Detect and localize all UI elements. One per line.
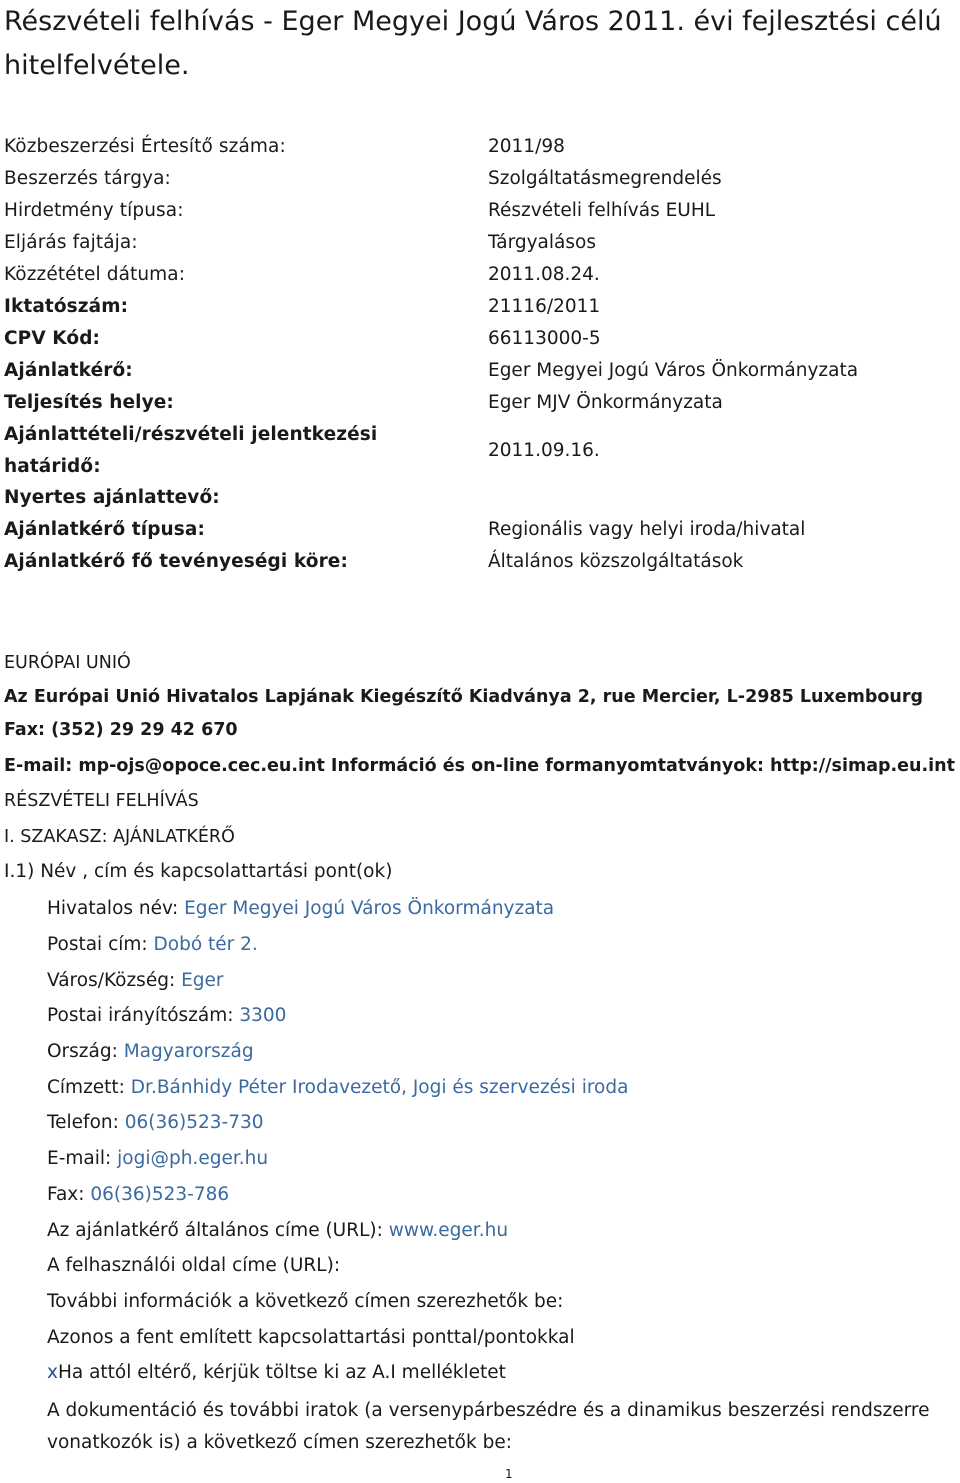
meta-row <box>4 515 954 545</box>
contact-label: Ország: <box>47 1041 124 1062</box>
meta-value: Eger MJV Önkormányzata <box>488 392 723 413</box>
contact-line <box>47 1180 952 1210</box>
meta-label: Közbeszerzési Értesítő száma: <box>4 136 286 157</box>
subsection-title: I.1) Név , cím és kapcsolattartási pont(ok) <box>4 861 393 882</box>
contact-label: Város/Község: <box>47 970 182 991</box>
meta-value: 66113000-5 <box>488 328 601 349</box>
url-link[interactable]: www.eger.hu <box>388 1220 509 1241</box>
meta-value: Szolgáltatásmegrendelés <box>488 168 722 189</box>
email-link[interactable]: jogi@ph.eger.hu <box>117 1148 269 1169</box>
contact-line <box>47 1251 952 1281</box>
page-number: 1 <box>505 1467 513 1481</box>
documentation-line: A dokumentáció és további iratok (a versenypárbeszédre és a dinamikus beszerzési rendszerre vonatkozók is) a következő címen szerezhetők be: <box>47 1400 930 1453</box>
meta-label: Ajánlatkérő fő tevényeségi köre: <box>4 551 348 572</box>
contact-value: 3300 <box>239 1005 287 1026</box>
meta-value: Részvételi felhívás EUHL <box>488 200 716 221</box>
contact-label: Fax: <box>47 1184 91 1205</box>
contact-line <box>47 1073 952 1103</box>
meta-label: CPV Kód: <box>4 328 101 349</box>
meta-row <box>4 483 954 513</box>
contact-value: Eger Megyei Jogú Város Önkormányzata <box>184 898 555 919</box>
contact-label: Hivatalos név: <box>47 898 185 919</box>
meta-label: Nyertes ajánlattevő: <box>4 487 220 508</box>
meta-row <box>4 132 954 162</box>
meta-row <box>4 356 954 386</box>
meta-row <box>4 292 954 322</box>
contact-value: Dobó tér 2. <box>153 934 258 955</box>
meta-value: Általános közszolgáltatások <box>488 551 744 572</box>
eu-email-line: E-mail: mp-ojs@opoce.cec.eu.int Információ és on-line formanyomtatványok: http://simap.eu.int <box>4 756 955 776</box>
meta-value: 2011.08.24. <box>488 264 600 285</box>
meta-label: Teljesítés helye: <box>4 392 174 413</box>
contact-label: Telefon: <box>47 1112 125 1133</box>
meta-label: Iktatószám: <box>4 296 129 317</box>
contact-value: Magyarország <box>123 1041 254 1062</box>
meta-label: Közzététel dátuma: <box>4 264 186 285</box>
meta-value: 2011/98 <box>488 136 565 157</box>
document-title: Részvételi felhívás - Eger Megyei Jogú Város 2011. évi fejlesztési célú hitelfelvétele. <box>4 6 942 81</box>
notice-title: RÉSZVÉTELI FELHÍVÁS <box>4 791 199 811</box>
contact-value: Eger <box>181 970 224 991</box>
contact-value: 06(36)523-730 <box>124 1112 264 1133</box>
meta-row <box>4 324 954 354</box>
meta-label: Ajánlattételi/részvételi jelentkezési <box>4 424 378 445</box>
contact-label: Postai irányítószám: <box>47 1005 240 1026</box>
meta-row <box>4 420 954 482</box>
eu-heading: EURÓPAI UNIÓ <box>4 653 131 673</box>
meta-row <box>4 260 954 290</box>
contact-label: E-mail: <box>47 1148 118 1169</box>
contact-line <box>47 966 952 996</box>
meta-row <box>4 547 954 577</box>
contact-label: Címzett: <box>47 1077 131 1098</box>
contact-line <box>47 1108 952 1138</box>
contact-line <box>47 894 952 924</box>
meta-value: 21116/2011 <box>488 296 601 317</box>
contact-line <box>47 1144 952 1174</box>
meta-label: Beszerzés tárgya: <box>4 168 171 189</box>
contact-label: Az ajánlatkérő általános címe (URL): <box>47 1220 389 1241</box>
further-info-line: További információk a következő címen szerezhetők be: <box>47 1291 564 1312</box>
meta-label: Eljárás fajtája: <box>4 232 138 253</box>
meta-value: Regionális vagy helyi iroda/hivatal <box>488 519 806 540</box>
contact-value: 06(36)523-786 <box>90 1184 230 1205</box>
meta-label: Ajánlatkérő: <box>4 360 133 381</box>
eu-address: Az Európai Unió Hivatalos Lapjának Kiegészítő Kiadványa 2, rue Mercier, L-2985 Luxembourg Fax: (352) 29 29 42 670 <box>4 687 924 740</box>
checkbox-mark: x <box>47 1362 58 1383</box>
meta-value: Eger Megyei Jogú Város Önkormányzata <box>488 360 859 381</box>
other-contact-line <box>47 1358 952 1388</box>
contact-label: Postai cím: <box>47 934 154 955</box>
meta-label: határidő: <box>4 456 101 477</box>
contact-value: Dr.Bánhidy Péter Irodavezető, Jogi és szervezési iroda <box>130 1077 629 1098</box>
contact-line <box>47 1001 952 1031</box>
meta-row <box>4 196 954 226</box>
meta-row <box>4 228 954 258</box>
meta-row <box>4 388 954 418</box>
same-contact-line: Azonos a fent említett kapcsolattartási ponttal/pontokkal <box>47 1327 575 1348</box>
contact-line <box>47 1037 952 1067</box>
meta-value: Tárgyalásos <box>488 232 596 253</box>
meta-label: Hirdetmény típusa: <box>4 200 184 221</box>
meta-value: 2011.09.16. <box>488 440 600 461</box>
meta-row <box>4 164 954 194</box>
meta-label: Ajánlatkérő típusa: <box>4 519 206 540</box>
section-title: I. SZAKASZ: AJÁNLATKÉRŐ <box>4 827 235 847</box>
contact-label: A felhasználói oldal címe (URL): <box>47 1255 341 1276</box>
contact-line <box>47 1216 952 1246</box>
other-contact-text: Ha attól eltérő, kérjük töltse ki az A.I mellékletet <box>57 1362 506 1383</box>
contact-line <box>47 930 952 960</box>
